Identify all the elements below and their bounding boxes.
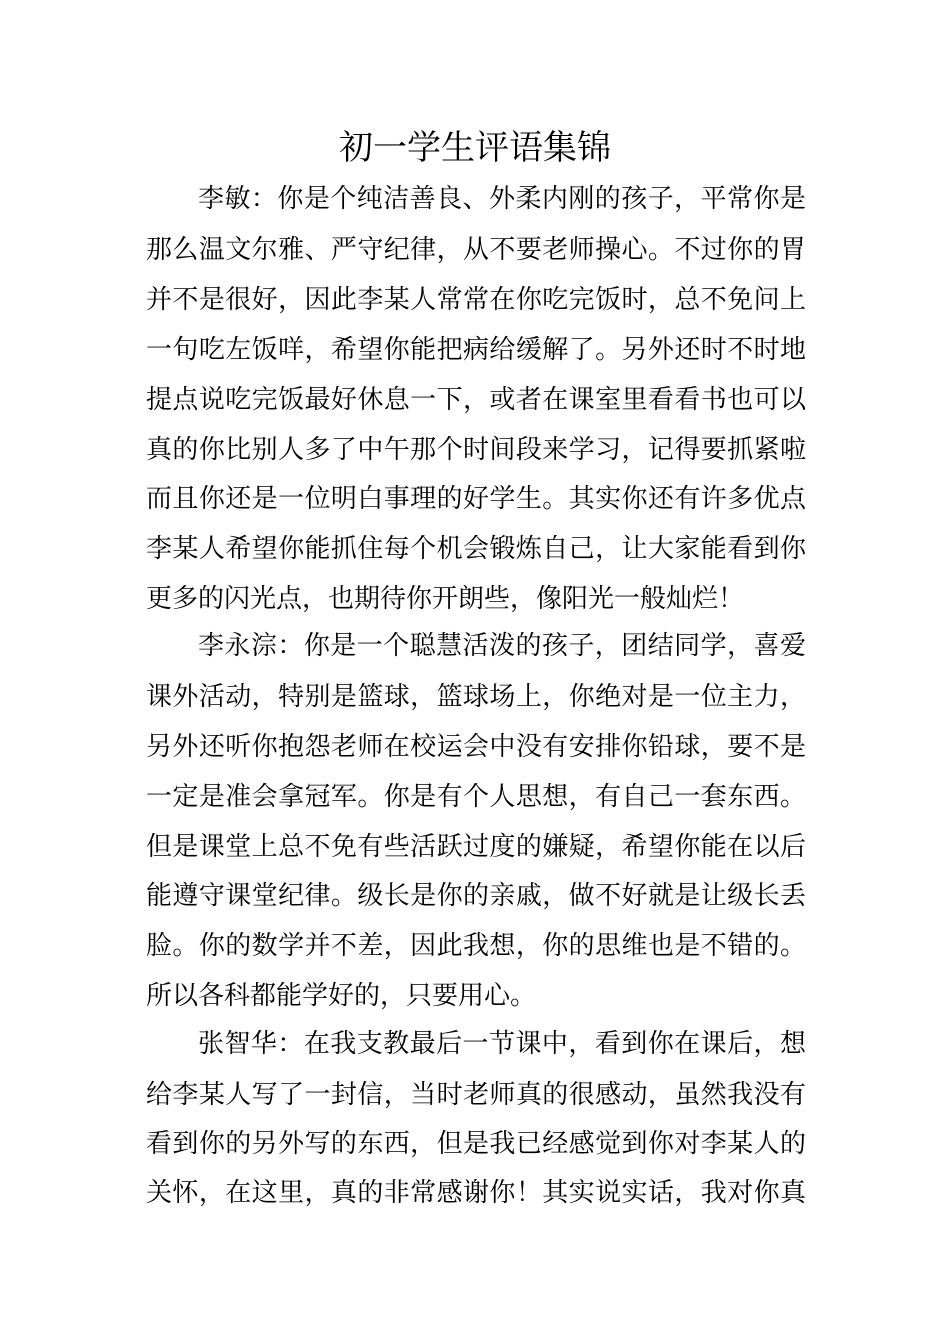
text-line: 那么温文尔雅、严守纪律，从不要老师操心。不过你的胃 <box>146 235 806 265</box>
document-title: 初一学生评语集锦 <box>339 128 611 168</box>
text-line: 给李某人写了一封信，当时老师真的很感动，虽然我没有 <box>146 1080 806 1110</box>
text-line: 能遵守课堂纪律。级长是你的亲戚，做不好就是让级长丢 <box>146 881 806 911</box>
text-line: 脸。你的数学并不差，因此我想，你的思维也是不错的。 <box>146 931 806 961</box>
text-line: 张智华：在我支教最后一节课中，看到你在课后，想 <box>198 1029 806 1059</box>
text-line: 李某人希望你能抓住每个机会锻炼自己，让大家能看到你 <box>146 534 806 564</box>
text-line: 更多的闪光点，也期待你开朗些，像阳光一般灿烂！ <box>146 584 745 614</box>
text-line: 一句吃左饭咩，希望你能把病给缓解了。另外还时不时地 <box>146 335 806 365</box>
text-line: 课外活动，特别是篮球，篮球场上，你绝对是一位主力， <box>146 682 806 712</box>
text-line: 真的你比别人多了中午那个时间段来学习，记得要抓紧啦 <box>146 435 806 465</box>
text-line: 看到你的另外写的东西，但是我已经感觉到你对李某人的 <box>146 1129 806 1159</box>
text-line: 李永淙：你是一个聪慧活泼的孩子，团结同学，喜爱 <box>198 631 806 661</box>
text-line: 而且你还是一位明白事理的好学生。其实你还有许多优点 <box>146 484 806 514</box>
text-line: 但是课堂上总不免有些活跃过度的嫌疑，希望你能在以后 <box>146 832 806 862</box>
text-line: 提点说吃完饭最好休息一下，或者在课室里看看书也可以 <box>146 385 806 415</box>
text-line: 另外还听你抱怨老师在校运会中没有安排你铅球，要不是 <box>146 732 806 762</box>
text-line: 一定是准会拿冠军。你是有个人思想，有自己一套东西。 <box>146 782 806 812</box>
text-line: 李敏：你是个纯洁善良、外柔内刚的孩子，平常你是 <box>198 184 806 214</box>
text-line: 并不是很好，因此李某人常常在你吃完饭时，总不免问上 <box>146 285 806 315</box>
text-line: 关怀，在这里，真的非常感谢你！其实说实话，我对你真 <box>146 1178 806 1208</box>
text-line: 所以各科都能学好的，只要用心。 <box>146 981 537 1011</box>
